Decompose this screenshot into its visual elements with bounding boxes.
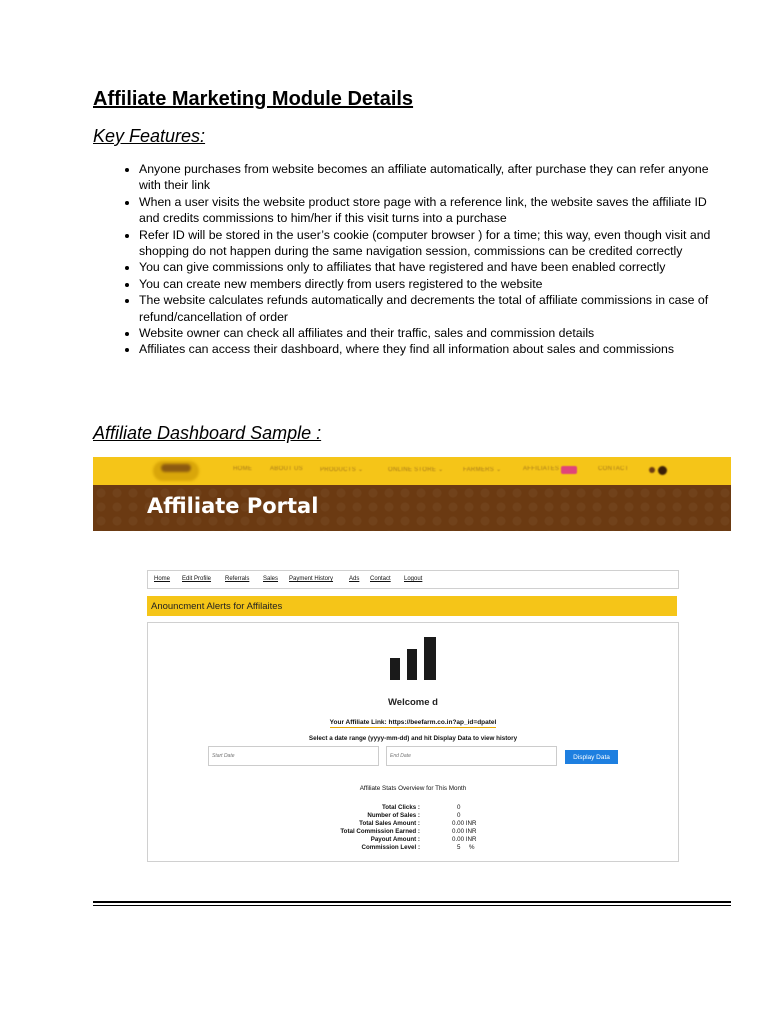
new-badge bbox=[561, 466, 577, 474]
nav-item-about[interactable]: ABOUT US bbox=[270, 466, 303, 472]
stats-heading: Affiliate Stats Overview for This Month bbox=[359, 785, 467, 792]
dashboard-menu bbox=[147, 570, 679, 589]
portal-title-band bbox=[93, 485, 731, 531]
menu-link-logout[interactable]: Logout bbox=[404, 576, 423, 582]
list-item: • You can give commissions only to affiliates that have registered and have been enabled correctly bbox=[139, 259, 719, 275]
nav-item-products[interactable]: PRODUCTS ⌄ bbox=[320, 467, 364, 473]
menu-link-referrals[interactable]: Referrals bbox=[225, 576, 250, 582]
nav-item-online-store[interactable]: ONLINE STORE ⌄ bbox=[388, 467, 444, 473]
portal-title: Affiliate Portal bbox=[147, 494, 319, 518]
stat-label: Total Commission Earned : bbox=[340, 828, 420, 835]
menu-link-contact[interactable]: Contact bbox=[370, 576, 391, 582]
announcement-bar bbox=[147, 596, 677, 616]
menu-link-ads[interactable]: Ads bbox=[349, 576, 360, 582]
list-item: • You can create new members directly from users registered to the website bbox=[139, 276, 719, 292]
list-item: • Website owner can check all affiliates and their traffic, sales and commission details bbox=[139, 325, 719, 341]
stat-label: Commission Level : bbox=[361, 844, 420, 851]
stat-value: 0.00 INR bbox=[452, 836, 477, 843]
date-range-instruction: Select a date range (yyyy-mm-dd) and hit Display Data to view history bbox=[308, 735, 518, 742]
document-title: Affiliate Marketing Module Details bbox=[93, 88, 414, 110]
display-data-button[interactable]: Display Data bbox=[565, 750, 618, 764]
stat-value: 0.00 INR bbox=[452, 828, 477, 835]
nav-item-home[interactable]: HOME bbox=[233, 466, 253, 472]
dashboard-sample-heading: Affiliate Dashboard Sample : bbox=[93, 423, 322, 443]
nav-item-farmers[interactable]: FARMERS ⌄ bbox=[463, 467, 502, 473]
site-logo bbox=[153, 461, 199, 481]
menu-link-payment-history[interactable]: Payment History bbox=[289, 576, 334, 582]
nav-item-contact[interactable]: CONTACT bbox=[598, 466, 629, 472]
stat-value: 0.00 INR bbox=[452, 820, 477, 827]
key-features-heading: Key Features: bbox=[93, 126, 206, 146]
list-item: • The website calculates refunds automatically and decrements the total of affiliate commissions in case of refund/cancellation of order bbox=[139, 292, 719, 325]
footer-rule bbox=[93, 901, 731, 903]
list-item: • When a user visits the website product store page with a reference link, the website saves the affiliate ID and credits commissions to him/her if this visit turns into a purchase bbox=[139, 194, 719, 227]
stat-label: Payout Amount : bbox=[370, 836, 420, 843]
stat-value: 5 % bbox=[457, 844, 475, 851]
site-navbar bbox=[93, 457, 731, 485]
menu-link-home[interactable]: Home bbox=[154, 576, 171, 582]
bar-chart-icon bbox=[389, 636, 437, 680]
menu-link-sales[interactable]: Sales bbox=[263, 576, 279, 582]
stat-value: 0 bbox=[457, 812, 461, 819]
stat-label: Total Sales Amount : bbox=[359, 820, 420, 827]
stat-label: Total Clicks : bbox=[381, 804, 420, 811]
affiliate-link-url[interactable]: https://beefarm.co.in?ap_id=dpatel bbox=[388, 719, 497, 726]
list-item: • Refer ID will be stored in the user’s cookie (computer browser ) for a time; this way, even though visit and shopping do not happen during the same navigation session, commissions can be credited correctly bbox=[139, 227, 719, 260]
affiliate-link bbox=[148, 719, 678, 726]
announcement-text: Anouncment Alerts for Affilaites bbox=[151, 601, 283, 612]
menu-link-edit-profile[interactable]: Edit Profile bbox=[182, 576, 212, 582]
list-item: • Anyone purchases from website becomes an affiliate automatically, after purchase they can refer anyone with their link bbox=[139, 161, 719, 194]
cart-icon[interactable] bbox=[649, 465, 669, 475]
list-item: • Affiliates can access their dashboard, where they find all information about sales and commissions bbox=[139, 341, 719, 357]
footer-rule bbox=[93, 905, 731, 906]
welcome-text: Welcome d bbox=[388, 697, 438, 708]
stat-value: 0 bbox=[457, 804, 461, 811]
end-date-input[interactable] bbox=[386, 746, 557, 766]
feature-list bbox=[112, 161, 719, 358]
site-header-banner bbox=[93, 457, 731, 531]
stat-label: Number of Sales : bbox=[367, 812, 420, 819]
affiliate-link-label: Your Affiliate Link: bbox=[329, 719, 387, 726]
dashboard-panel bbox=[147, 622, 679, 862]
nav-item-affiliates[interactable]: AFFILIATES bbox=[523, 466, 560, 472]
start-date-input[interactable] bbox=[208, 746, 379, 766]
